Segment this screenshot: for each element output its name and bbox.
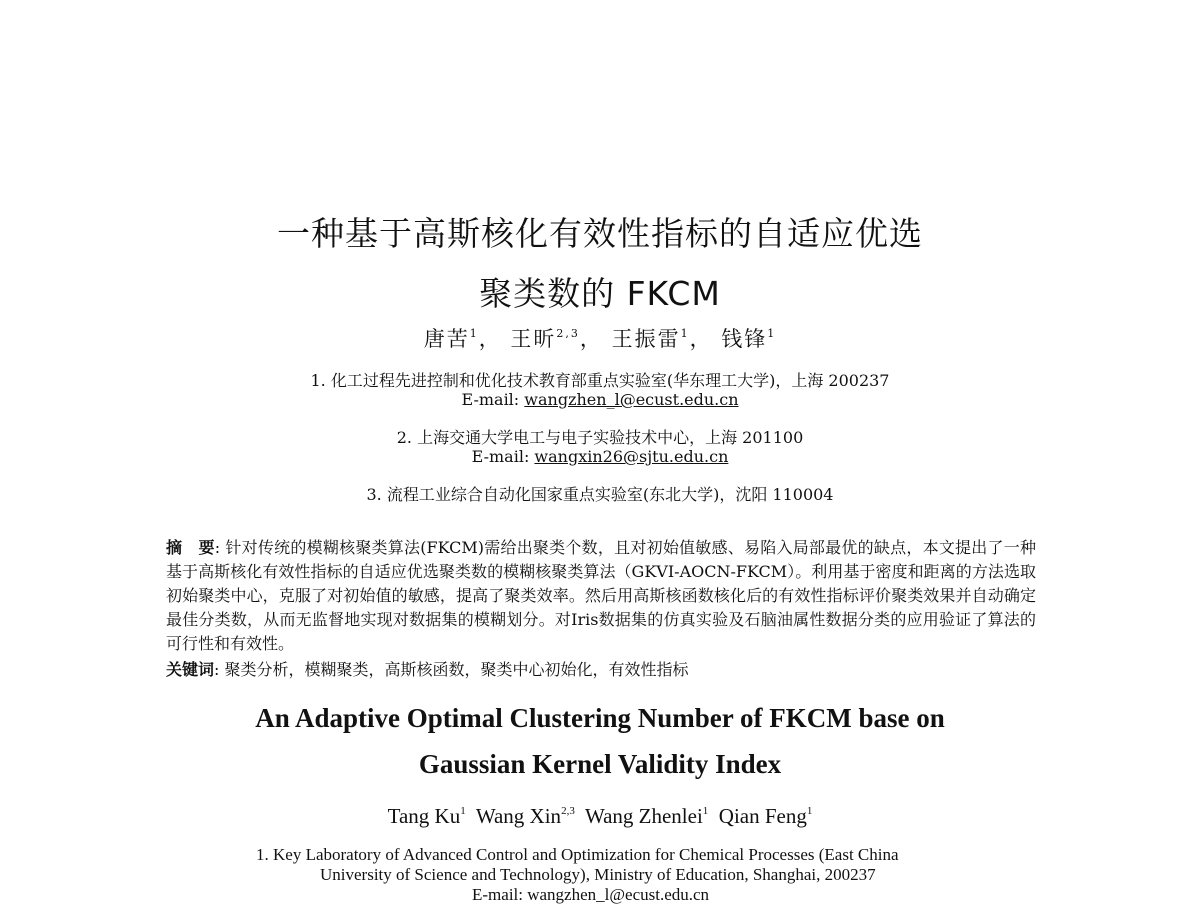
- author-cn: 钱锋$^1$: [721, 327, 777, 351]
- affiliation-cn-1-email: E-mail: wangzhen_l@ecust.edu.cn: [461, 390, 739, 409]
- keywords: [166, 658, 1036, 682]
- keywords-text: : 聚类分析，模糊聚类，高斯核函数，聚类中心初始化，有效性指标: [214, 660, 689, 679]
- email-link[interactable]: wangzhen_l@ecust.edu.cn: [524, 390, 739, 409]
- paper-title-en-line2: Gaussian Kernel Validity Index: [418, 749, 782, 779]
- author-cn: 王昕$^{2,3}$，: [510, 327, 603, 351]
- paper-title-en-line1: An Adaptive Optimal Clustering Number of FKCM base on: [255, 703, 945, 733]
- keywords-label: 关键词: [166, 660, 215, 679]
- abstract-text: : 针对传统的模糊核聚类算法(FKCM)需给出聚类个数，且对初始值敏感、易陷入局部最优的缺点，本文提出了一种基于高斯核化有效性指标的自适应优选聚类数的模糊核聚类算法（GKVI-AOCN-FKCM）。利用基于密度和距离的方法选取初始聚类中心，克服了对初始值的敏感，提高了聚类效率。然后用高斯核函数核化后的有效性指标评价聚类效果并自动确定最佳分类数，从而无监督地实现对数据集的模糊划分。对Iris数据集的仿真实验及石脑油属性数据分类的应用验证了算法的可行性和有效性。: [166, 538, 1036, 653]
- author-en: Wang Xin$^{2,3}$: [475, 804, 575, 828]
- abstract: [166, 536, 1036, 656]
- affiliation-en-1-line2: University of Science and Technology), Ministry of Education, Shanghai, 200237: [320, 865, 876, 884]
- affiliation-cn-1: 1. 化工过程先进控制和优化技术教育部重点实验室(华东理工大学)，上海 200237: [310, 371, 890, 390]
- author-cn: 王振雷$^1$，: [611, 327, 713, 351]
- affiliation-en-1-email: E-mail: wangzhen_l@ecust.edu.cn: [472, 885, 710, 904]
- author-en: Tang Ku$^1$: [387, 804, 466, 828]
- author-cn: 唐苦$^1$，: [423, 327, 502, 351]
- affiliation-cn-2-email: E-mail: wangxin26@sjtu.edu.cn: [471, 447, 729, 466]
- affiliation-cn-3: 3. 流程工业综合自动化国家重点实验室(东北大学)，沈阳 110004: [366, 485, 834, 504]
- author-list-cn: [0, 323, 1200, 353]
- email-link[interactable]: wangxin26@sjtu.edu.cn: [534, 447, 729, 466]
- affiliation-cn-2: 2. 上海交通大学电工与电子实验技术中心，上海 201100: [396, 428, 804, 447]
- author-list-en: [0, 804, 1200, 829]
- abstract-label: 摘 要: [166, 538, 215, 557]
- affiliation-en-1-line1: 1. Key Laboratory of Advanced Control and Optimization for Chemical Processes (East China: [256, 845, 899, 864]
- paper-title-cn-line2: 聚类数的 FKCM: [479, 274, 721, 313]
- author-en: Wang Zhenlei$^1$: [584, 804, 709, 828]
- affiliation-en-1: [256, 845, 976, 905]
- paper-title-cn-line1: 一种基于高斯核化有效性指标的自适应优选: [277, 214, 923, 253]
- author-en: Qian Feng$^1$: [718, 804, 813, 828]
